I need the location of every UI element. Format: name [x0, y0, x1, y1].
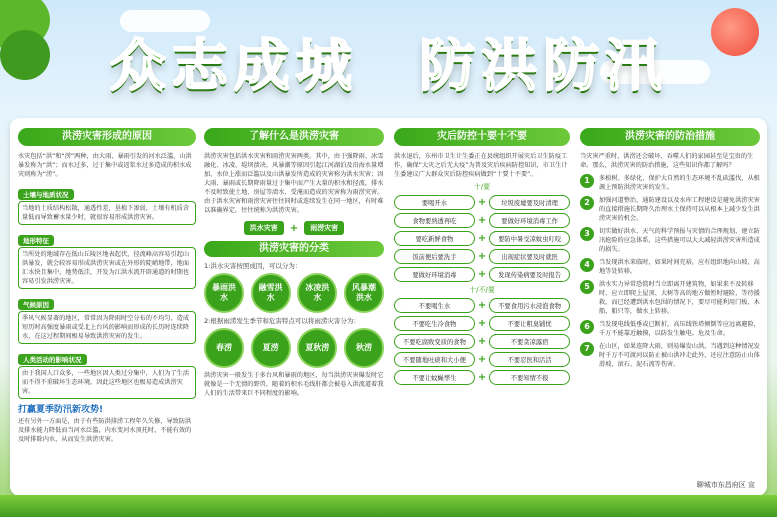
- measure-text: 切实做好洪水、天气的科学预报与灾情的合理规划，建立防汛抢险的应急体系，这些措施可以大大减轻洪涝灾害所造成的损失。: [599, 228, 760, 253]
- rule-pair: [394, 352, 570, 367]
- rule-chip: 要喝开水: [394, 195, 475, 210]
- intro-text: 当灾害严重时，洪涝还会破坏、吞噬人们的家园甚至是宝贵的生命。那么，洪涝灾害的防治措施，这些知识你都了解吗？: [580, 153, 754, 169]
- intro-text: 洪水退后，东州市卫生计生委正在县统组织开展灾后卫生防疫工作，确保“大灾之后无大疫”为普及灾后疾病防控知识，市卫生计生委建议广大群众灾后防控疾病做到“十要十不要”。: [394, 153, 568, 178]
- column-ten-rules: [394, 128, 570, 490]
- pill-label: 雨涝灾害: [304, 221, 344, 235]
- column-measures: [580, 128, 760, 490]
- ten-dont-label: 十/不/要: [469, 286, 495, 294]
- ten-do-label: 十/要: [473, 183, 491, 191]
- footer-credit: 聊城市东昌府区 宣: [696, 481, 755, 489]
- number-badge: 4: [580, 258, 594, 272]
- column-heading: 洪涝灾害的防治措施: [580, 128, 760, 146]
- rule-pair: [394, 334, 570, 349]
- rule-pair: [394, 370, 570, 385]
- plus-icon: +: [477, 215, 487, 226]
- column-heading: 灾后防控十要十不要: [394, 128, 570, 146]
- category-circle: 夏秋涝: [297, 328, 337, 368]
- measure-item: [580, 227, 760, 254]
- category-circle: 春涝: [204, 328, 244, 368]
- rule-pair: [394, 316, 570, 331]
- column-causes: [18, 128, 196, 490]
- cause-section: [18, 228, 196, 289]
- rule-chip: 不要贪凉露宿: [489, 334, 570, 349]
- column-what-is: [204, 128, 384, 490]
- plus-icon: +: [477, 233, 487, 244]
- category-circle: 融雪洪水: [251, 273, 291, 313]
- rule-chip: 要做好环境消毒: [394, 267, 475, 282]
- section-bar: 洪涝灾害的分类: [204, 241, 384, 257]
- rule-chip: 要防中暑受凉蚊虫叮咬: [489, 231, 570, 246]
- title-left: 众志成城: [109, 34, 358, 99]
- rule-chip: 不要喝生水: [394, 298, 475, 313]
- section-tag: 人类活动的影响状况: [18, 354, 87, 365]
- callout-text: 打赢夏季防汛新攻势!: [18, 405, 104, 415]
- category-circle: 风暴潮洪水: [344, 273, 384, 313]
- section-tag: 地形特征: [18, 235, 54, 246]
- plus-icon: +: [477, 251, 487, 262]
- page-title: [0, 22, 777, 102]
- ten-do-list: [394, 195, 570, 282]
- plus-icon: +: [477, 197, 487, 208]
- measure-text: 多植树、多绿化，保护大自然的生态环境不乱砍滥伐，从根源上预防洪涝灾害的发生。: [599, 175, 760, 191]
- rule-pair: [394, 231, 570, 246]
- subheading: 1:洪水灾害按照成因，可以分为：: [204, 262, 302, 270]
- measure-item: [580, 342, 760, 369]
- grass-strip: [0, 495, 777, 517]
- rule-chip: 食物要熟透再吃: [394, 213, 475, 228]
- column-heading: 了解什么是洪涝灾害: [204, 128, 384, 146]
- rule-pair: [394, 267, 570, 282]
- cause-section: [18, 347, 196, 399]
- category-circle: 夏涝: [251, 328, 291, 368]
- cause-section: [18, 182, 196, 225]
- ten-dont-list: [394, 298, 570, 385]
- rule-chip: 垃圾废墟要及时清理: [489, 195, 570, 210]
- measure-list: [580, 174, 760, 369]
- section-tag: 气候原因: [18, 299, 54, 310]
- outro-text: 洪涝灾害一般发生于多台风和暴雨的地区，每当洪涝灾害爆发时它就像是一个无情的野兽，随着的积水毛线肝都会被卷入洪流道着我人们的生活带来巨不同程度的影响。: [204, 372, 384, 397]
- rule-chip: 不要吃生冷食物: [394, 316, 475, 331]
- rule-chip: 不要食用污水浸泡食物: [489, 298, 570, 313]
- plus-icon: +: [289, 222, 299, 234]
- rule-chip: 不要忍医和活活: [489, 352, 570, 367]
- rule-chip: 出现症状要及时就医: [489, 249, 570, 264]
- circle-row: [204, 273, 384, 313]
- rule-pair: [394, 249, 570, 264]
- column-heading: 洪涝灾害形成的原因: [18, 128, 196, 146]
- section-text: 当所处的地域存在低山丘陵区地表起伏，径流峰高容易引起山洪暴发，就会较容易形成洪涝灾害或在外形的陡峭地带，地面汇水快且集中，地势低洼，开发为江洪水流开辟通道的时期也容易引发洪涝灾害。: [18, 247, 196, 289]
- measure-item: [580, 174, 760, 192]
- measure-text: 加强河道整治，通防建设以及水库工程建设是避免洪涝灾害的直接措施长期降久治理水土保持可以从根本上减少发生洪涝灾害的机会。: [599, 197, 760, 222]
- plus-icon: +: [477, 354, 487, 365]
- rule-chip: 不要让蚊蝇孳生: [394, 370, 475, 385]
- plus-icon: +: [477, 318, 487, 329]
- measure-text: 在山区，如果连降大雨，则易爆发山洪，当遇到这种情况发时千万不可渡河以防止被山洪冲走此外，还应注意防止山体滑坡、滚石、泥石流等伤害。: [599, 343, 760, 368]
- section-text: 季风气候显著的地区，常常因为降雨时空分布的不均匀，造成短历时高强度暴雨或受北上台风的影响而形成的长历时连续降水，在这过程期间极易导致洪涝灾害的发生。: [18, 311, 196, 344]
- rule-chip: 饭前便后要洗手: [394, 249, 475, 264]
- circle-row: [204, 328, 384, 368]
- measure-item: [580, 258, 760, 276]
- rule-chip: 要吃新鲜食物: [394, 231, 475, 246]
- category-circle: 秋涝: [344, 328, 384, 368]
- measure-text: 当发现电线低垂或已断折，高压线铁塔倾倒等应远离避险，千万不能靠近触摸，以防发生触电。危及生命。: [599, 321, 760, 337]
- rule-pair: [394, 213, 570, 228]
- rule-chip: 不要吃腐败变质的食物: [394, 334, 475, 349]
- section-text: 由于我国人口众多，一些地区因人类过分集中，人们为了生活而不得不重破坏生态环境，因此这些地区也极易造成洪涝灾害。: [18, 366, 196, 399]
- plus-icon: +: [477, 269, 487, 280]
- subheading: 2:根据雨涝发生季节和危害特点可以将雨涝灾害分为：: [204, 317, 360, 325]
- number-badge: 1: [580, 174, 594, 188]
- number-badge: 5: [580, 280, 594, 294]
- cause-section: [18, 292, 196, 344]
- measure-item: [580, 280, 760, 316]
- measure-item: [580, 320, 760, 338]
- plus-icon: +: [477, 372, 487, 383]
- category-circle: 暴雨洪水: [204, 273, 244, 313]
- intro-text: 水灾包括“洪”和“涝”两种，由大雨、暴雨引发的河水泛滥、山洪暴发称为“洪”；而水过多，过于集中或返浆水过多造成的积水成灾则称为“涝”。: [18, 153, 192, 178]
- number-badge: 6: [580, 320, 594, 334]
- content-board: [10, 118, 767, 496]
- rule-chip: 不要让粗臭铺忧: [489, 316, 570, 331]
- rule-pair: [394, 195, 570, 210]
- rule-pair: [394, 298, 570, 313]
- section-tag: 土壤与地质状况: [18, 189, 74, 200]
- plus-icon: +: [477, 336, 487, 347]
- rule-chip: 要做好环境消毒工作: [489, 213, 570, 228]
- intro-text: 洪涝灾害包括洪水灾害和雨涝灾害两类。其中，由于强降雨、冰雪融化、冰凌、堤坝溃决、风暴潮等原因引起江河湖泊及沿海水量增加、水位上涨而泛滥以及山洪暴发所造成的灾害称为洪水灾害；因大雨、暴雨或长期降雨量过于集中而产生大量的积水和径流，排水不及时致使土地、房屋等渍水、受淹而造成的灾害称为雨涝灾害。由于洪水灾害和雨涝灾害往往同时或连续发生在同一地区，有时难以准确界定，往往统称为洪涝灾害。: [204, 153, 384, 214]
- category-circle: 冰凌洪水: [297, 273, 337, 313]
- number-badge: 2: [580, 196, 594, 210]
- number-badge: 7: [580, 342, 594, 356]
- measure-text: 洪水实力异常恐慌时当立即离开建筑物，如果来不及转移时，应立即爬上屋顶、大树等高的地方做暂时避险，等待援救，而已经遭到洪水包围的情况下，要尽可能利用门板、木船、船只等，做水上转移。: [599, 281, 760, 315]
- rule-chip: 不要随地吐痰和大小便: [394, 352, 475, 367]
- section-text: 当地的土质结构松散，通透性差，垦植下渗弱，土壤有机质含量低而导致蓄水量少时，就很容易形成洪涝灾害。: [18, 201, 196, 225]
- outro-text: 还有另外一方面是，由于有些防洪排涝工程年久失修，导致防洪及排水能力降低而当河水泛滥，内水变河水顶托时，不能有效的及时排除内水，从而发生洪涝灾害。: [18, 418, 192, 443]
- number-badge: 3: [580, 227, 594, 241]
- pill-label: 洪水灾害: [244, 221, 284, 235]
- plus-icon: +: [477, 300, 487, 311]
- title-right: 防洪防汛: [419, 34, 668, 99]
- rule-chip: 发现传染病要及时报告: [489, 267, 570, 282]
- pill-row: [204, 221, 384, 235]
- measure-item: [580, 196, 760, 223]
- measure-text: 当发现洪水来临时，如果时间充裕，应有组织地向山坡、高地等处转移。: [599, 259, 760, 275]
- rule-chip: 不要知情不报: [489, 370, 570, 385]
